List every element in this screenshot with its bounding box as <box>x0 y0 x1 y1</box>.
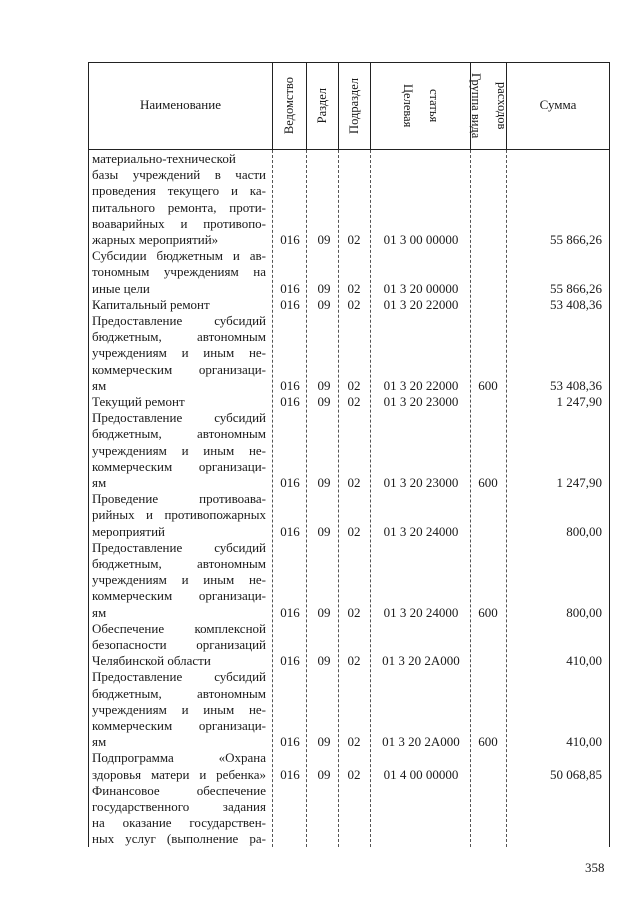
table-line <box>0 475 640 491</box>
table-line <box>0 378 640 394</box>
cell-name: государственного задания <box>92 799 266 814</box>
cell-name: бюджетным, автономным <box>92 426 266 442</box>
table-line <box>0 621 640 637</box>
cell-name: питального ремонта, проти- <box>92 199 266 215</box>
table-line <box>0 232 640 248</box>
table-line <box>0 783 640 799</box>
table-line <box>0 426 640 442</box>
cell-cel: 01 3 20 2А000 <box>382 653 460 669</box>
cell-ved: 016 <box>280 377 300 393</box>
cell-sum: 800,00 <box>566 523 602 539</box>
cell-ved: 016 <box>280 653 300 669</box>
cell-grp: 600 <box>478 604 498 620</box>
cell-name: учреждениям и иным не- <box>92 572 266 588</box>
cell-pod: 02 <box>347 296 361 312</box>
cell-pod: 02 <box>347 280 361 296</box>
cell-name: ных услуг (выполнение ра- <box>92 831 266 847</box>
table-line <box>0 556 640 572</box>
table-line <box>0 815 640 831</box>
cell-name: Челябинской области <box>92 653 211 669</box>
table-line <box>0 572 640 588</box>
cell-name: мероприятий <box>92 523 165 539</box>
cell-sum: 55 866,26 <box>550 232 602 247</box>
cell-name: тономным учреждениям на <box>92 264 266 280</box>
cell-name: бюджетным, автономным <box>92 685 266 701</box>
cell-name: коммерческим организаци- <box>92 458 266 474</box>
cell-name: Подпрограмма «Охрана <box>92 750 266 766</box>
page-number: 358 <box>585 860 605 875</box>
header-bottom-border <box>88 149 610 150</box>
cell-name: ям <box>92 475 107 490</box>
table-line <box>0 637 640 653</box>
cell-name: базы учреждений в части <box>92 167 266 183</box>
cell-cel: 01 3 00 00000 <box>383 232 459 247</box>
cell-ved: 016 <box>280 766 300 782</box>
cell-raz: 09 <box>317 232 331 247</box>
cell-cel: 01 3 20 2А000 <box>382 734 460 750</box>
cell-cel: 01 3 20 24000 <box>383 523 459 539</box>
cell-raz: 09 <box>317 766 331 782</box>
cell-cel: 01 3 20 22000 <box>383 296 459 312</box>
table-line <box>0 491 640 507</box>
table-line <box>0 443 640 459</box>
cell-name: Текущий ремонт <box>92 394 185 409</box>
cell-pod: 02 <box>347 766 361 782</box>
header-vedomstvo: Ведомство <box>282 77 296 135</box>
cell-raz: 09 <box>317 475 331 490</box>
header-name: Наименование <box>140 97 221 112</box>
cell-grp: 600 <box>478 475 498 490</box>
cell-ved: 016 <box>280 604 300 620</box>
cell-raz: 09 <box>317 734 331 750</box>
table-line <box>0 524 640 540</box>
cell-ved: 016 <box>280 475 300 490</box>
header-celevaya-statya: Целевая статья <box>401 84 441 128</box>
cell-sum: 53 408,36 <box>550 377 602 393</box>
cell-sum: 800,00 <box>566 604 602 620</box>
table-line <box>0 410 640 426</box>
cell-name: Предоставление субсидий <box>92 410 266 426</box>
cell-sum: 410,00 <box>566 734 602 750</box>
cell-grp: 600 <box>478 377 498 393</box>
table-line <box>0 605 640 621</box>
table-line <box>0 183 640 199</box>
cell-pod: 02 <box>347 734 361 750</box>
cell-name: учреждениям и иным не- <box>92 701 266 717</box>
cell-sum: 53 408,36 <box>550 296 602 312</box>
cell-name: Финансовое обеспечение <box>92 782 266 798</box>
cell-pod: 02 <box>347 523 361 539</box>
table-line <box>0 799 640 815</box>
cell-name: Субсидии бюджетным и ав- <box>92 248 266 264</box>
cell-pod: 02 <box>347 394 361 409</box>
cell-raz: 09 <box>317 523 331 539</box>
cell-sum: 410,00 <box>566 653 602 669</box>
cell-name: коммерческим организаци- <box>92 718 266 733</box>
cell-grp: 600 <box>478 734 498 750</box>
cell-name: коммерческим организаци- <box>92 361 266 377</box>
table-line <box>0 686 640 702</box>
cell-name: Предоставление субсидий <box>92 313 266 328</box>
table-line <box>0 281 640 297</box>
cell-raz: 09 <box>317 653 331 669</box>
cell-name: Предоставление субсидий <box>92 539 266 555</box>
cell-pod: 02 <box>347 653 361 669</box>
cell-name: Проведение противоава- <box>92 491 266 507</box>
table-line <box>0 216 640 232</box>
table-line <box>0 507 640 523</box>
cell-name: Капитальный ремонт <box>92 296 210 312</box>
cell-raz: 09 <box>317 394 331 409</box>
table-line <box>0 702 640 718</box>
table-line <box>0 313 640 329</box>
cell-cel: 01 4 00 00000 <box>383 766 459 782</box>
table-line <box>0 459 640 475</box>
table-line <box>0 750 640 766</box>
cell-name: иные цели <box>92 280 150 296</box>
cell-name: коммерческим организаци- <box>92 588 266 604</box>
cell-name: учреждениям и иным не- <box>92 345 266 361</box>
cell-cel: 01 3 20 22000 <box>383 377 459 393</box>
cell-name: бюджетным, автономным <box>92 329 266 345</box>
table-line <box>0 734 640 750</box>
table-line <box>0 669 640 685</box>
header-summa: Сумма <box>539 97 577 112</box>
table-line <box>0 540 640 556</box>
table-line <box>0 362 640 378</box>
cell-ved: 016 <box>280 523 300 539</box>
table-line <box>0 297 640 313</box>
cell-ved: 016 <box>280 734 300 750</box>
header-podrazdel: Подраздел <box>347 78 361 134</box>
table-line <box>0 588 640 604</box>
cell-name: учреждениям и иным не- <box>92 442 266 458</box>
cell-raz: 09 <box>317 296 331 312</box>
cell-sum: 1 247,90 <box>556 475 602 490</box>
table-line <box>0 831 640 847</box>
header-gruppa-vida-rashodov: Группа вида расходов <box>469 73 509 139</box>
cell-raz: 09 <box>317 377 331 393</box>
table-line <box>0 345 640 361</box>
cell-ved: 016 <box>280 232 300 247</box>
table-line <box>0 329 640 345</box>
table-line <box>0 653 640 669</box>
cell-raz: 09 <box>317 604 331 620</box>
cell-name: безопасности организаций <box>92 637 266 652</box>
cell-name: ям <box>92 604 107 620</box>
cell-name: на оказание государствен- <box>92 815 266 831</box>
cell-sum: 55 866,26 <box>550 280 602 296</box>
cell-raz: 09 <box>317 280 331 296</box>
cell-name: бюджетным, автономным <box>92 556 266 571</box>
table-line <box>0 394 640 410</box>
cell-pod: 02 <box>347 604 361 620</box>
cell-pod: 02 <box>347 377 361 393</box>
cell-name: воаварийных и противопо- <box>92 215 266 231</box>
cell-name: рийных и противопожарных <box>92 507 266 523</box>
cell-ved: 016 <box>280 296 300 312</box>
table-line <box>0 264 640 280</box>
cell-name: ям <box>92 734 107 750</box>
table-line <box>0 248 640 264</box>
cell-cel: 01 3 20 00000 <box>383 280 459 296</box>
cell-name: Обеспечение комплексной <box>92 620 266 636</box>
table-line <box>0 151 640 167</box>
cell-sum: 1 247,90 <box>556 394 602 409</box>
cell-name: жарных мероприятий» <box>92 232 219 247</box>
cell-cel: 01 3 20 24000 <box>383 604 459 620</box>
cell-pod: 02 <box>347 232 361 247</box>
cell-cel: 01 3 20 23000 <box>383 394 459 409</box>
cell-pod: 02 <box>347 475 361 490</box>
table-line <box>0 767 640 783</box>
cell-sum: 50 068,85 <box>550 766 602 782</box>
cell-cel: 01 3 20 23000 <box>383 475 459 490</box>
table-line <box>0 718 640 734</box>
cell-ved: 016 <box>280 394 300 409</box>
cell-name: Предоставление субсидий <box>92 669 266 685</box>
table-line <box>0 167 640 183</box>
table-line <box>0 200 640 216</box>
header-razdel: Раздел <box>315 88 329 124</box>
cell-name: проведения текущего и ка- <box>92 183 266 199</box>
cell-name: ям <box>92 377 107 393</box>
cell-name: материально-технической <box>92 151 236 166</box>
cell-ved: 016 <box>280 280 300 296</box>
cell-name: здоровья матери и ребенка» <box>92 766 266 782</box>
